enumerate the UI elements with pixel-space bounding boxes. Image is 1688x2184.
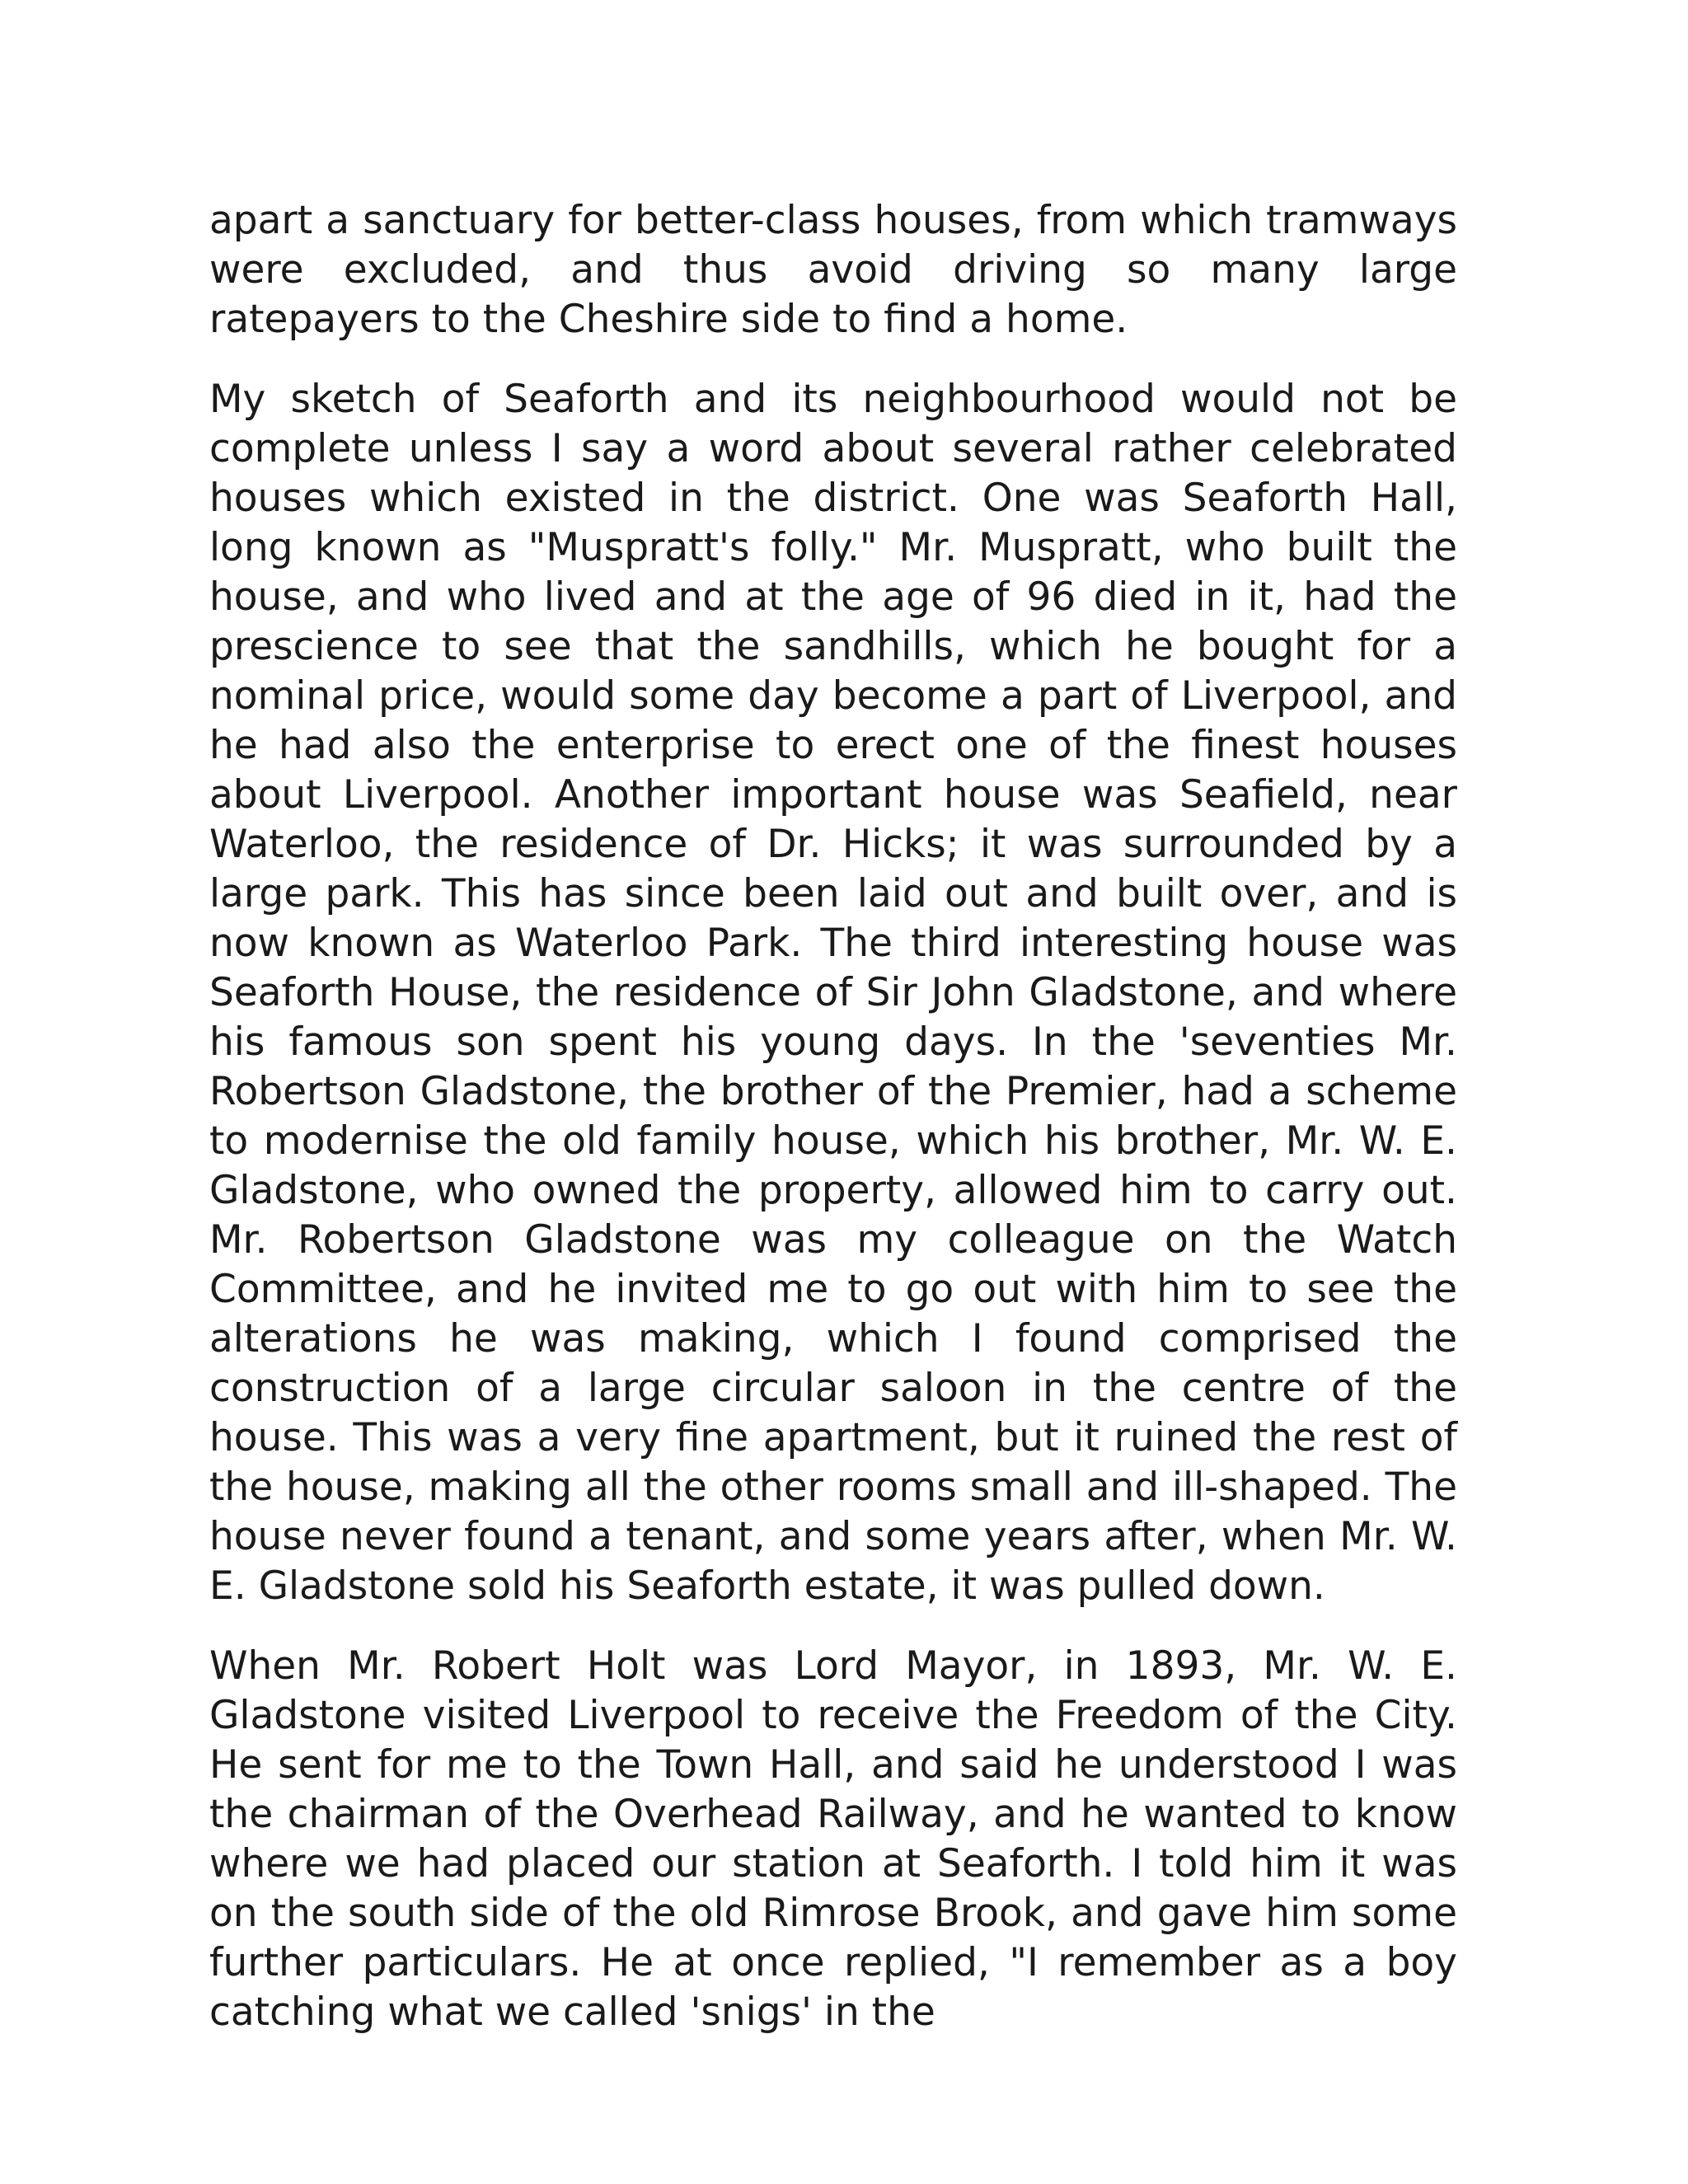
- paragraph-1: apart a sanctuary for better-class houses, from which tramways were excluded, and thus avoid driving so many large ratepayers to the Cheshire side to find a home.: [209, 198, 1457, 342]
- document-page: [209, 196, 1457, 2037]
- paragraph-3: When Mr. Robert Holt was Lord Mayor, in 1893, Mr. W. E. Gladstone visited Liverpool to receive the Freedom of the City. He sent for me to the Town Hall, and said he understood I was the chairman of the Overhead Railway, and he wanted to know where we had placed our station at Seaforth. I told him it was on the south side of the old Rimrose Brook, and gave him some further particulars. He at once replied, "I remember as a boy catching what we called 'snigs' in the: [209, 1643, 1457, 2035]
- paragraph-2: My sketch of Seaforth and its neighbourhood would not be complete unless I say a word about several rather celebrated houses which existed in the district. One was Seaforth Hall, long known as "Muspratt's folly." Mr. Muspratt, who built the house, and who lived and at the age of 96 died in it, had the prescience to see that the sandhills, which he bought for a nominal price, would some day become a part of Liverpool, and he had also the enterprise to erect one of the finest houses about Liverpool. Another important house was Seafield, near Waterloo, the residence of Dr. Hicks; it was surrounded by a large park. This has since been laid out and built over, and is now known as Waterloo Park. The third interesting house was Seaforth House, the residence of Sir John Gladstone, and where his famous son spent his young days. In the 'seventies Mr. Robertson Gladstone, the brother of the Premier, had a scheme to modernise the old family house, which his brother, Mr. W. E. Gladstone, who owned the property, allowed him to carry out. Mr. Robertson Gladstone was my colleague on the Watch Committee, and he invited me to go out with him to see the alterations he was making, which I found comprised the construction of a large circular saloon in the centre of the house. This was a very fine apartment, but it ruined the rest of the house, making all the other rooms small and ill-shaped. The house never found a tenant, and some years after, when Mr. W. E. Gladstone sold his Seaforth estate, it was pulled down.: [209, 377, 1457, 1609]
